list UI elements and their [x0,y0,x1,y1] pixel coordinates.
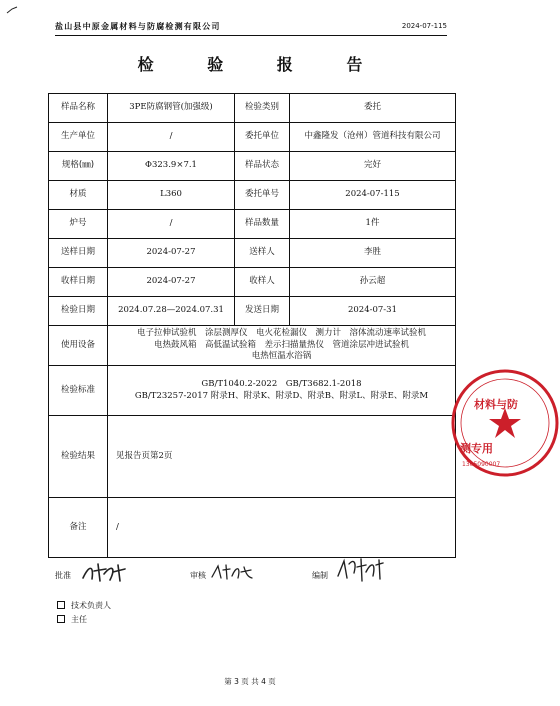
remark-value: / [108,498,456,558]
checkbox-box[interactable] [57,615,65,623]
pen-mark-icon [6,6,18,14]
table-row [49,416,456,498]
table-row [49,181,456,210]
issue-date-label: 发送日期 [235,297,290,326]
table-row [49,123,456,152]
equipment-line-2: 电热鼓风箱 高低温试验箱 差示扫描量热仪 管道涂层冲进试验机 [153,339,409,350]
sample-name-label: 样品名称 [49,94,108,123]
star-icon [489,408,521,438]
result-value: 见报告页第2页 [108,416,456,498]
svg-text:1305090007: 1305090007 [462,461,501,468]
test-date-value: 2024.07.28—2024.07.31 [108,297,235,326]
approve-signature [80,560,128,584]
sender-value: 李胜 [290,239,456,268]
checkbox-technical-lead[interactable] [57,600,111,611]
material-label: 材质 [49,181,108,210]
review-label: 审核 [190,571,206,580]
remark-label: 备注 [49,498,108,558]
table-row [49,94,456,123]
spec-value: Φ323.9×7.1 [108,152,235,181]
svg-text:测专用: 测专用 [460,442,493,455]
material-value: L360 [108,181,235,210]
approve-label: 批准 [55,571,71,580]
table-row [49,210,456,239]
table-row [49,152,456,181]
test-date-label: 检验日期 [49,297,108,326]
receiver-label: 收样人 [235,268,290,297]
send-date-label: 送样日期 [49,239,108,268]
heat-no-value: / [108,210,235,239]
sample-state-label: 样品状态 [235,152,290,181]
quantity-label: 样品数量 [235,210,290,239]
test-type-value: 委托 [290,94,456,123]
standard-line-1: GB/T1040.2-2022 GB/T3682.1-2018 [201,379,362,390]
standard-value [108,366,456,416]
receive-date-label: 收样日期 [49,268,108,297]
equipment-label: 使用设备 [49,326,108,366]
compile-label: 编制 [312,571,328,580]
header-org-name: 盐山县中原金属材料与防腐检测有限公司 [55,22,221,31]
page-header [55,20,447,36]
equipment-line-1: 电子拉伸试验机 涂层测厚仪 电火花检漏仪 测力计 溶体流动速率试验机 [136,328,426,339]
report-title: 检 验 报 告 [137,55,387,74]
client-label: 委托单位 [235,123,290,152]
table-row [49,498,456,558]
quantity-value: 1件 [290,210,456,239]
client-value: 中鑫隆发（沧州）管道科技有限公司 [290,123,456,152]
svg-text:材料与防: 材料与防 [474,398,518,411]
equipment-line-3: 电热恒温水浴锅 [251,351,312,362]
checkbox-label: 主任 [71,615,87,624]
sender-label: 送样人 [235,239,290,268]
sample-state-value: 完好 [290,152,456,181]
review-signature [210,562,254,582]
checkbox-box[interactable] [57,601,65,609]
standard-line-2: GB/T23257-2017 附录H、附录K、附录D、附录B、附录L、附录E、附录M [134,390,429,401]
report-table [48,93,456,558]
checkbox-director[interactable] [57,614,87,625]
official-seal [450,368,560,478]
sample-name-value: 3PE防腐钢管(加强级) [108,94,235,123]
checkbox-label: 技术负责人 [71,601,111,610]
heat-no-label: 炉号 [49,210,108,239]
test-type-label: 检验类别 [235,94,290,123]
spec-label: 规格(㎜) [49,152,108,181]
producer-value: / [108,123,235,152]
receive-date-value: 2024-07-27 [108,268,235,297]
producer-label: 生产单位 [49,123,108,152]
table-row [49,297,456,326]
equipment-value [108,326,456,366]
order-no-label: 委托单号 [235,181,290,210]
order-no-value: 2024-07-115 [290,181,456,210]
compile-signature [335,556,385,584]
header-report-no: 2024-07-115 [401,22,447,30]
receiver-value: 孙云超 [290,268,456,297]
table-row [49,268,456,297]
issue-date-value: 2024-07-31 [290,297,456,326]
table-row [49,326,456,366]
standard-label: 检验标准 [49,366,108,416]
result-label: 检验结果 [49,416,108,498]
send-date-value: 2024-07-27 [108,239,235,268]
page-footer: 第 3 页 共 4 页 [224,677,276,686]
table-row [49,239,456,268]
table-row [49,366,456,416]
